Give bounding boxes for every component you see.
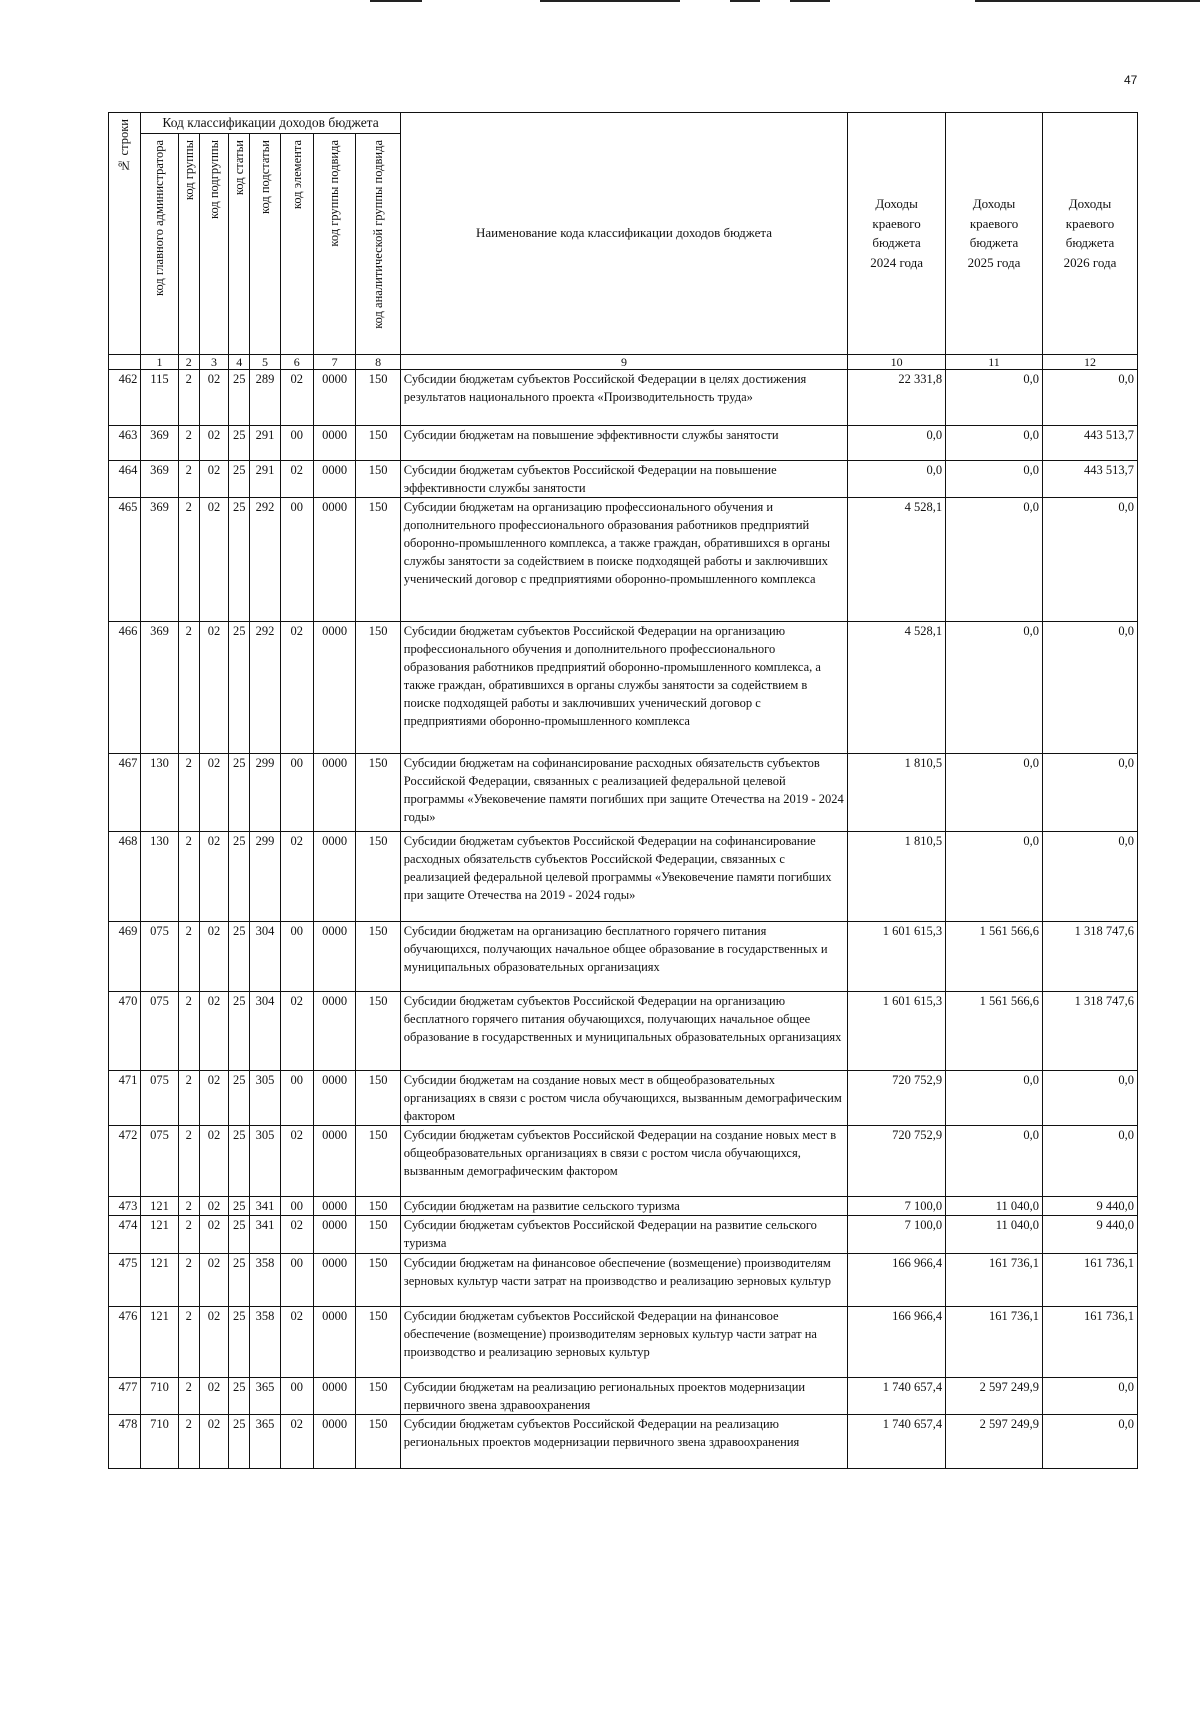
subtype-group-code-cell: 0000 bbox=[313, 753, 355, 831]
table-row bbox=[109, 1414, 1138, 1468]
subtype-group-code-cell: 0000 bbox=[313, 1414, 355, 1468]
table-row bbox=[109, 621, 1138, 753]
header-income-2026: Доходы краевого бюджета 2026 года bbox=[1043, 113, 1138, 355]
analytic-group-code-cell: 150 bbox=[356, 1216, 400, 1253]
admin-code-cell: 075 bbox=[141, 991, 178, 1070]
income-name-cell: Субсидии бюджетам субъектов Российской Федерации на финансовое обеспечение (возмещение) производителям зерновых культур части затрат на производство и реализацию зерновых культур bbox=[400, 1306, 847, 1377]
table-header bbox=[109, 113, 1138, 370]
header-classification-group: Код классификации доходов бюджета bbox=[141, 113, 400, 134]
admin-code-cell: 075 bbox=[141, 1126, 178, 1197]
income-2024-cell: 1 740 657,4 bbox=[848, 1414, 946, 1468]
group-code-cell: 2 bbox=[178, 1414, 199, 1468]
article-code-cell: 25 bbox=[229, 621, 250, 753]
income-name-cell: Субсидии бюджетам на создание новых мест в общеобразовательных организациях в связи с ростом числа обучающихся, вызванным демографическим фактором bbox=[400, 1070, 847, 1125]
income-2026-cell: 0,0 bbox=[1043, 1377, 1138, 1414]
top-scan-line bbox=[370, 0, 422, 2]
analytic-group-code-cell: 150 bbox=[356, 425, 400, 460]
group-code-cell: 2 bbox=[178, 831, 199, 921]
income-name-cell: Субсидии бюджетам на организацию бесплатного горячего питания обучающихся, получающих начальное общее образование в государственных и муниципальных образовательных организациях bbox=[400, 921, 847, 991]
subarticle-code-cell: 304 bbox=[250, 991, 280, 1070]
subarticle-code-cell: 289 bbox=[250, 369, 280, 425]
group-code-cell: 2 bbox=[178, 921, 199, 991]
column-number: 11 bbox=[946, 354, 1043, 369]
income-2024-cell: 7 100,0 bbox=[848, 1216, 946, 1253]
budget-income-table bbox=[108, 112, 1138, 1469]
row-number-cell: 476 bbox=[109, 1306, 141, 1377]
subgroup-code-cell: 02 bbox=[199, 1414, 228, 1468]
article-code-cell: 25 bbox=[229, 753, 250, 831]
income-2026-cell: 443 513,7 bbox=[1043, 460, 1138, 497]
subgroup-code-cell: 02 bbox=[199, 1070, 228, 1125]
table-row bbox=[109, 831, 1138, 921]
subarticle-code-cell: 365 bbox=[250, 1414, 280, 1468]
income-2026-cell: 161 736,1 bbox=[1043, 1253, 1138, 1306]
subarticle-code-cell: 341 bbox=[250, 1216, 280, 1253]
analytic-group-code-cell: 150 bbox=[356, 369, 400, 425]
income-2024-cell: 0,0 bbox=[848, 425, 946, 460]
article-code-cell: 25 bbox=[229, 1377, 250, 1414]
income-name-cell: Субсидии бюджетам субъектов Российской Федерации на организацию бесплатного горячего питания обучающихся, получающих начальное общее образование в государственных и муниципальных образовательных организациях bbox=[400, 991, 847, 1070]
row-number-cell: 474 bbox=[109, 1216, 141, 1253]
income-2025-cell: 1 561 566,6 bbox=[946, 921, 1043, 991]
income-2025-cell: 0,0 bbox=[946, 369, 1043, 425]
row-number-cell: 463 bbox=[109, 425, 141, 460]
column-number: 3 bbox=[199, 354, 228, 369]
income-2024-cell: 1 740 657,4 bbox=[848, 1377, 946, 1414]
element-code-cell: 00 bbox=[280, 1197, 313, 1216]
income-2025-cell: 0,0 bbox=[946, 621, 1043, 753]
income-2026-cell: 1 318 747,6 bbox=[1043, 921, 1138, 991]
group-code-cell: 2 bbox=[178, 1126, 199, 1197]
article-code-cell: 25 bbox=[229, 369, 250, 425]
income-2025-cell: 0,0 bbox=[946, 1126, 1043, 1197]
income-2024-cell: 7 100,0 bbox=[848, 1197, 946, 1216]
subtype-group-code-cell: 0000 bbox=[313, 831, 355, 921]
income-2025-cell: 161 736,1 bbox=[946, 1306, 1043, 1377]
income-2026-cell: 0,0 bbox=[1043, 753, 1138, 831]
subtype-group-code-cell: 0000 bbox=[313, 1377, 355, 1414]
subarticle-code-cell: 292 bbox=[250, 497, 280, 621]
element-code-cell: 02 bbox=[280, 621, 313, 753]
admin-code-cell: 369 bbox=[141, 460, 178, 497]
group-code-cell: 2 bbox=[178, 1070, 199, 1125]
group-code-cell: 2 bbox=[178, 991, 199, 1070]
article-code-cell: 25 bbox=[229, 497, 250, 621]
admin-code-cell: 369 bbox=[141, 425, 178, 460]
article-code-cell: 25 bbox=[229, 425, 250, 460]
header-subgroup-code: код подгруппы bbox=[199, 133, 228, 354]
element-code-cell: 02 bbox=[280, 369, 313, 425]
income-2025-cell: 0,0 bbox=[946, 460, 1043, 497]
analytic-group-code-cell: 150 bbox=[356, 1414, 400, 1468]
income-2024-cell: 4 528,1 bbox=[848, 497, 946, 621]
admin-code-cell: 121 bbox=[141, 1306, 178, 1377]
row-number-cell: 467 bbox=[109, 753, 141, 831]
top-scan-line bbox=[540, 0, 680, 2]
subarticle-code-cell: 299 bbox=[250, 831, 280, 921]
analytic-group-code-cell: 150 bbox=[356, 921, 400, 991]
column-number-row bbox=[109, 354, 1138, 369]
row-number-cell: 462 bbox=[109, 369, 141, 425]
income-name-cell: Субсидии бюджетам субъектов Российской Федерации на создание новых мест в общеобразовательных организациях в связи с ростом числа обучающихся, вызванным демографическим фактором bbox=[400, 1126, 847, 1197]
admin-code-cell: 369 bbox=[141, 621, 178, 753]
income-name-cell: Субсидии бюджетам на повышение эффективности службы занятости bbox=[400, 425, 847, 460]
column-number: 8 bbox=[356, 354, 400, 369]
group-code-cell: 2 bbox=[178, 1306, 199, 1377]
article-code-cell: 25 bbox=[229, 1216, 250, 1253]
analytic-group-code-cell: 150 bbox=[356, 621, 400, 753]
subtype-group-code-cell: 0000 bbox=[313, 1070, 355, 1125]
subgroup-code-cell: 02 bbox=[199, 1197, 228, 1216]
income-name-cell: Субсидии бюджетам субъектов Российской Федерации на реализацию региональных проектов модернизации первичного звена здравоохранения bbox=[400, 1414, 847, 1468]
subgroup-code-cell: 02 bbox=[199, 621, 228, 753]
column-number: 5 bbox=[250, 354, 280, 369]
table-body bbox=[109, 369, 1138, 1468]
subtype-group-code-cell: 0000 bbox=[313, 460, 355, 497]
table-row bbox=[109, 497, 1138, 621]
element-code-cell: 02 bbox=[280, 460, 313, 497]
subarticle-code-cell: 305 bbox=[250, 1070, 280, 1125]
column-number: 4 bbox=[229, 354, 250, 369]
income-2024-cell: 4 528,1 bbox=[848, 621, 946, 753]
subgroup-code-cell: 02 bbox=[199, 921, 228, 991]
income-2024-cell: 1 601 615,3 bbox=[848, 921, 946, 991]
row-number-cell: 471 bbox=[109, 1070, 141, 1125]
income-2024-cell: 720 752,9 bbox=[848, 1126, 946, 1197]
article-code-cell: 25 bbox=[229, 1253, 250, 1306]
table-row bbox=[109, 921, 1138, 991]
income-2025-cell: 0,0 bbox=[946, 425, 1043, 460]
income-2026-cell: 1 318 747,6 bbox=[1043, 991, 1138, 1070]
admin-code-cell: 121 bbox=[141, 1253, 178, 1306]
income-2026-cell: 0,0 bbox=[1043, 369, 1138, 425]
subgroup-code-cell: 02 bbox=[199, 1306, 228, 1377]
row-number-cell: 478 bbox=[109, 1414, 141, 1468]
table-row bbox=[109, 1070, 1138, 1125]
header-subtype-group-code: код группы подвида bbox=[313, 133, 355, 354]
income-2026-cell: 9 440,0 bbox=[1043, 1197, 1138, 1216]
subarticle-code-cell: 358 bbox=[250, 1253, 280, 1306]
element-code-cell: 00 bbox=[280, 753, 313, 831]
header-admin-code: код главного администратора bbox=[141, 133, 178, 354]
top-scan-line bbox=[975, 0, 1200, 2]
row-number-cell: 475 bbox=[109, 1253, 141, 1306]
element-code-cell: 02 bbox=[280, 991, 313, 1070]
income-name-cell: Субсидии бюджетам на финансовое обеспечение (возмещение) производителям зерновых культур части затрат на производство и реализацию зерновых культур bbox=[400, 1253, 847, 1306]
income-2026-cell: 443 513,7 bbox=[1043, 425, 1138, 460]
income-2025-cell: 11 040,0 bbox=[946, 1197, 1043, 1216]
subtype-group-code-cell: 0000 bbox=[313, 497, 355, 621]
subgroup-code-cell: 02 bbox=[199, 1126, 228, 1197]
income-2025-cell: 2 597 249,9 bbox=[946, 1377, 1043, 1414]
article-code-cell: 25 bbox=[229, 1126, 250, 1197]
analytic-group-code-cell: 150 bbox=[356, 1377, 400, 1414]
table-row bbox=[109, 369, 1138, 425]
element-code-cell: 02 bbox=[280, 1414, 313, 1468]
element-code-cell: 02 bbox=[280, 831, 313, 921]
income-name-cell: Субсидии бюджетам субъектов Российской Федерации на развитие сельского туризма bbox=[400, 1216, 847, 1253]
subtype-group-code-cell: 0000 bbox=[313, 621, 355, 753]
subgroup-code-cell: 02 bbox=[199, 369, 228, 425]
group-code-cell: 2 bbox=[178, 425, 199, 460]
analytic-group-code-cell: 150 bbox=[356, 1126, 400, 1197]
income-2025-cell: 11 040,0 bbox=[946, 1216, 1043, 1253]
top-scan-line bbox=[730, 0, 760, 2]
analytic-group-code-cell: 150 bbox=[356, 1253, 400, 1306]
income-2026-cell: 0,0 bbox=[1043, 1070, 1138, 1125]
header-income-2025: Доходы краевого бюджета 2025 года bbox=[946, 113, 1043, 355]
subgroup-code-cell: 02 bbox=[199, 831, 228, 921]
header-subarticle-code: код подстатьи bbox=[250, 133, 280, 354]
header-group-code: код группы bbox=[178, 133, 199, 354]
article-code-cell: 25 bbox=[229, 1414, 250, 1468]
table-row bbox=[109, 753, 1138, 831]
subarticle-code-cell: 341 bbox=[250, 1197, 280, 1216]
table-row bbox=[109, 460, 1138, 497]
column-number: 12 bbox=[1043, 354, 1138, 369]
income-2026-cell: 0,0 bbox=[1043, 1126, 1138, 1197]
income-2024-cell: 166 966,4 bbox=[848, 1306, 946, 1377]
income-2024-cell: 0,0 bbox=[848, 460, 946, 497]
header-article-code: код статьи bbox=[229, 133, 250, 354]
header-element-code: код элемента bbox=[280, 133, 313, 354]
admin-code-cell: 121 bbox=[141, 1197, 178, 1216]
article-code-cell: 25 bbox=[229, 1306, 250, 1377]
column-number: 10 bbox=[848, 354, 946, 369]
income-2026-cell: 0,0 bbox=[1043, 1414, 1138, 1468]
income-2026-cell: 0,0 bbox=[1043, 831, 1138, 921]
subgroup-code-cell: 02 bbox=[199, 1377, 228, 1414]
element-code-cell: 00 bbox=[280, 497, 313, 621]
income-2025-cell: 0,0 bbox=[946, 753, 1043, 831]
admin-code-cell: 075 bbox=[141, 921, 178, 991]
table-row bbox=[109, 1216, 1138, 1253]
header-row-number: № строки bbox=[109, 113, 141, 355]
subgroup-code-cell: 02 bbox=[199, 991, 228, 1070]
subarticle-code-cell: 304 bbox=[250, 921, 280, 991]
analytic-group-code-cell: 150 bbox=[356, 497, 400, 621]
subtype-group-code-cell: 0000 bbox=[313, 425, 355, 460]
income-2025-cell: 0,0 bbox=[946, 1070, 1043, 1125]
article-code-cell: 25 bbox=[229, 1070, 250, 1125]
income-2024-cell: 166 966,4 bbox=[848, 1253, 946, 1306]
income-2025-cell: 161 736,1 bbox=[946, 1253, 1043, 1306]
subtype-group-code-cell: 0000 bbox=[313, 1197, 355, 1216]
subgroup-code-cell: 02 bbox=[199, 1216, 228, 1253]
element-code-cell: 02 bbox=[280, 1306, 313, 1377]
column-number: 7 bbox=[313, 354, 355, 369]
header-analytic-group-code: код аналитической группы подвида bbox=[356, 133, 400, 354]
header-income-2024: Доходы краевого бюджета 2024 года bbox=[848, 113, 946, 355]
group-code-cell: 2 bbox=[178, 753, 199, 831]
element-code-cell: 00 bbox=[280, 425, 313, 460]
row-number-cell: 470 bbox=[109, 991, 141, 1070]
subarticle-code-cell: 291 bbox=[250, 425, 280, 460]
income-2024-cell: 1 601 615,3 bbox=[848, 991, 946, 1070]
income-name-cell: Субсидии бюджетам субъектов Российской Федерации на повышение эффективности службы занятости bbox=[400, 460, 847, 497]
subarticle-code-cell: 305 bbox=[250, 1126, 280, 1197]
article-code-cell: 25 bbox=[229, 460, 250, 497]
row-number-cell: 466 bbox=[109, 621, 141, 753]
table-row bbox=[109, 1377, 1138, 1414]
column-number: 2 bbox=[178, 354, 199, 369]
column-number: 9 bbox=[400, 354, 847, 369]
income-2025-cell: 2 597 249,9 bbox=[946, 1414, 1043, 1468]
row-number-cell: 472 bbox=[109, 1126, 141, 1197]
subtype-group-code-cell: 0000 bbox=[313, 921, 355, 991]
income-2024-cell: 720 752,9 bbox=[848, 1070, 946, 1125]
article-code-cell: 25 bbox=[229, 831, 250, 921]
column-number bbox=[109, 354, 141, 369]
subgroup-code-cell: 02 bbox=[199, 460, 228, 497]
table-row bbox=[109, 1306, 1138, 1377]
table-row bbox=[109, 1197, 1138, 1216]
analytic-group-code-cell: 150 bbox=[356, 991, 400, 1070]
row-number-cell: 473 bbox=[109, 1197, 141, 1216]
table-row bbox=[109, 1126, 1138, 1197]
table-row bbox=[109, 425, 1138, 460]
element-code-cell: 00 bbox=[280, 1253, 313, 1306]
row-number-cell: 465 bbox=[109, 497, 141, 621]
admin-code-cell: 130 bbox=[141, 753, 178, 831]
group-code-cell: 2 bbox=[178, 460, 199, 497]
admin-code-cell: 710 bbox=[141, 1414, 178, 1468]
subtype-group-code-cell: 0000 bbox=[313, 1126, 355, 1197]
subtype-group-code-cell: 0000 bbox=[313, 1216, 355, 1253]
article-code-cell: 25 bbox=[229, 921, 250, 991]
subtype-group-code-cell: 0000 bbox=[313, 1306, 355, 1377]
subarticle-code-cell: 291 bbox=[250, 460, 280, 497]
top-scan-line bbox=[790, 0, 830, 2]
subgroup-code-cell: 02 bbox=[199, 425, 228, 460]
subgroup-code-cell: 02 bbox=[199, 753, 228, 831]
group-code-cell: 2 bbox=[178, 1253, 199, 1306]
income-2025-cell: 0,0 bbox=[946, 831, 1043, 921]
income-name-cell: Субсидии бюджетам на софинансирование расходных обязательств субъектов Российской Федерации, связанных с реализацией федеральной целевой программы «Увековечение памяти погибших при защите Отечества на 2019 - 2024 годы» bbox=[400, 753, 847, 831]
element-code-cell: 02 bbox=[280, 1126, 313, 1197]
analytic-group-code-cell: 150 bbox=[356, 1197, 400, 1216]
admin-code-cell: 075 bbox=[141, 1070, 178, 1125]
income-2026-cell: 0,0 bbox=[1043, 621, 1138, 753]
income-name-cell: Субсидии бюджетам на организацию профессионального обучения и дополнительного профессионального образования работников предприятий оборонно-промышленного комплекса, а также граждан, обратившихся в органы службы занятости за содействием в поиске подходящей работы и заключивших ученический договор с предприятиями оборонно-промышленного комплекса bbox=[400, 497, 847, 621]
admin-code-cell: 369 bbox=[141, 497, 178, 621]
admin-code-cell: 130 bbox=[141, 831, 178, 921]
subgroup-code-cell: 02 bbox=[199, 497, 228, 621]
income-2024-cell: 1 810,5 bbox=[848, 753, 946, 831]
admin-code-cell: 710 bbox=[141, 1377, 178, 1414]
subtype-group-code-cell: 0000 bbox=[313, 369, 355, 425]
row-number-cell: 468 bbox=[109, 831, 141, 921]
element-code-cell: 00 bbox=[280, 921, 313, 991]
subarticle-code-cell: 365 bbox=[250, 1377, 280, 1414]
row-number-cell: 477 bbox=[109, 1377, 141, 1414]
income-2026-cell: 0,0 bbox=[1043, 497, 1138, 621]
group-code-cell: 2 bbox=[178, 497, 199, 621]
income-2025-cell: 1 561 566,6 bbox=[946, 991, 1043, 1070]
subtype-group-code-cell: 0000 bbox=[313, 1253, 355, 1306]
group-code-cell: 2 bbox=[178, 621, 199, 753]
income-2025-cell: 0,0 bbox=[946, 497, 1043, 621]
article-code-cell: 25 bbox=[229, 991, 250, 1070]
subarticle-code-cell: 292 bbox=[250, 621, 280, 753]
column-number: 1 bbox=[141, 354, 178, 369]
column-number: 6 bbox=[280, 354, 313, 369]
subarticle-code-cell: 299 bbox=[250, 753, 280, 831]
element-code-cell: 00 bbox=[280, 1070, 313, 1125]
element-code-cell: 02 bbox=[280, 1216, 313, 1253]
row-number-cell: 469 bbox=[109, 921, 141, 991]
subtype-group-code-cell: 0000 bbox=[313, 991, 355, 1070]
table-row bbox=[109, 991, 1138, 1070]
admin-code-cell: 115 bbox=[141, 369, 178, 425]
page-number: 47 bbox=[1124, 73, 1138, 87]
group-code-cell: 2 bbox=[178, 1197, 199, 1216]
subgroup-code-cell: 02 bbox=[199, 1253, 228, 1306]
income-name-cell: Субсидии бюджетам на развитие сельского туризма bbox=[400, 1197, 847, 1216]
income-name-cell: Субсидии бюджетам на реализацию региональных проектов модернизации первичного звена здравоохранения bbox=[400, 1377, 847, 1414]
element-code-cell: 00 bbox=[280, 1377, 313, 1414]
income-name-cell: Субсидии бюджетам субъектов Российской Федерации на организацию профессионального обучения и дополнительного профессионального образования работников предприятий оборонно-промышленного комплекса, а также граждан, обратившихся в органы службы занятости за содействием в поиске подходящей работы и заключивших ученический договор с предприятиями оборонно-промышленного комплекса bbox=[400, 621, 847, 753]
subarticle-code-cell: 358 bbox=[250, 1306, 280, 1377]
income-name-cell: Субсидии бюджетам субъектов Российской Федерации в целях достижения результатов национального проекта «Производительность труда» bbox=[400, 369, 847, 425]
income-2024-cell: 22 331,8 bbox=[848, 369, 946, 425]
group-code-cell: 2 bbox=[178, 369, 199, 425]
table-row bbox=[109, 1253, 1138, 1306]
income-name-cell: Субсидии бюджетам субъектов Российской Федерации на софинансирование расходных обязательств субъектов Российской Федерации, связанных с реализацией федеральной целевой программы «Увековечение памяти погибших при защите Отечества на 2019 - 2024 годы» bbox=[400, 831, 847, 921]
group-code-cell: 2 bbox=[178, 1216, 199, 1253]
analytic-group-code-cell: 150 bbox=[356, 753, 400, 831]
header-name: Наименование кода классификации доходов бюджета bbox=[400, 113, 847, 355]
analytic-group-code-cell: 150 bbox=[356, 831, 400, 921]
income-2026-cell: 161 736,1 bbox=[1043, 1306, 1138, 1377]
admin-code-cell: 121 bbox=[141, 1216, 178, 1253]
income-2024-cell: 1 810,5 bbox=[848, 831, 946, 921]
analytic-group-code-cell: 150 bbox=[356, 1306, 400, 1377]
analytic-group-code-cell: 150 bbox=[356, 460, 400, 497]
group-code-cell: 2 bbox=[178, 1377, 199, 1414]
article-code-cell: 25 bbox=[229, 1197, 250, 1216]
row-number-cell: 464 bbox=[109, 460, 141, 497]
income-2026-cell: 9 440,0 bbox=[1043, 1216, 1138, 1253]
analytic-group-code-cell: 150 bbox=[356, 1070, 400, 1125]
